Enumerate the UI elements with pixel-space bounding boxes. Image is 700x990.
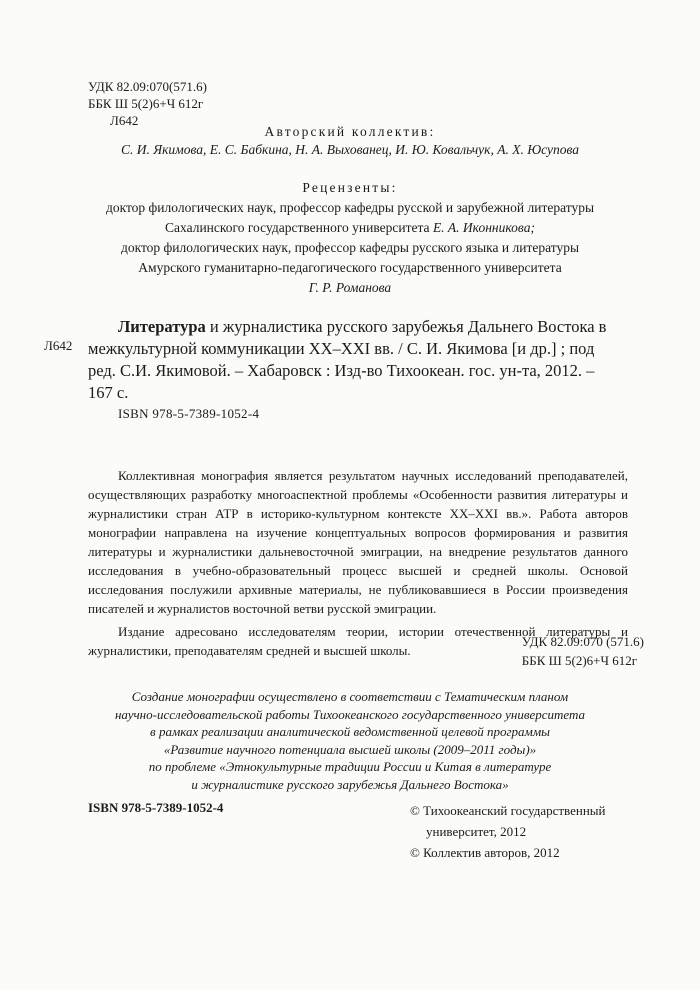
note-line: в рамках реализации аналитической ведомственной целевой программы [150, 724, 550, 739]
biblio-line: Литература и журналистика русского зарубежья Дальнего Востока в [118, 317, 607, 336]
note-line: по проблеме «Этнокультурные традиции России и Китая в литературе [148, 759, 552, 774]
classification-codes-right [522, 632, 644, 670]
reviewers-heading: Рецензенты: [302, 180, 398, 195]
bbk-code: ББК Ш 5(2)6+Ч 612г [521, 653, 638, 668]
biblio-title-bold: Литература [118, 317, 206, 336]
udk-code: УДК 82.09:070 (571.6) [521, 634, 644, 649]
reviewer-line: Амурского гуманитарно-педагогического государственного университета [138, 260, 562, 275]
copyright-line: © Тихоокеанский государственный [410, 803, 606, 818]
note-line: научно-исследовательской работы Тихоокеанского государственного университета [114, 706, 586, 722]
note-line: «Развитие научного потенциала высшей школы (2009–2011 годы)» [163, 741, 537, 757]
isbn-record: ISBN 978-5-7389-1052-4 [118, 406, 260, 421]
author-mark: Л642 [110, 113, 139, 128]
reviewer-line: доктор филологических наук, профессор кафедры русского языка и литературы [120, 240, 580, 255]
biblio-line: ред. С.И. Якимовой. – Хабаровск : Изд-во Тихоокеан. гос. ун-та, 2012. – [88, 361, 595, 380]
annotation-paragraph: Издание адресовано исследователям теории, истории отечественной литературы и журналистики, преподавателям средней и высшей школы. [88, 624, 628, 658]
bbk-code: ББК Ш 5(2)6+Ч 612г [88, 96, 204, 111]
annotation-paragraph: Коллективная монография является результатом научных исследований преподавателей, осуществляющих разработку многоаспектной проблемы «Особенности развития литературы и журналистики стран АТР в историко-культурном контексте XX–XXI вв.». Работа авторов монографии направлена на изучение концептуальных вопросов формирования и развития литературы и журналистики дальневосточной эмиграции, на внедрение результатов данного исследования в учебно-образовательный процесс высшей и средней школы. Основой исследования послужили архивные материалы, не публиковавшиеся в России произведения писателей и журналистов восточной ветви русской эмиграции. [88, 468, 628, 616]
authors-list: С. И. Якимова, Е. С. Бабкина, Н. А. Выхованец, И. Ю. Ковальчук, А. Х. Юсупова [120, 142, 580, 157]
udk-code: УДК 82.09:070(571.6) [88, 79, 207, 94]
funding-note [0, 688, 700, 793]
biblio-line: межкультурной коммуникации XX–XXI вв. / С. И. Якимова [и др.] ; под [88, 339, 595, 358]
annotation [88, 466, 628, 660]
biblio-line: 167 с. [88, 383, 129, 402]
classification-codes [88, 78, 207, 129]
bibliographic-record [88, 316, 648, 404]
reviewer-line: доктор филологических наук, профессор кафедры русской и зарубежной литературы [105, 200, 595, 215]
side-author-mark: Л642 [44, 338, 73, 353]
copyright-line: университет, 2012 [426, 824, 527, 839]
reviewers-block [0, 198, 700, 298]
reviewer-name: Г. Р. Романова [308, 280, 392, 295]
isbn-footer: ISBN 978-5-7389-1052-4 [88, 800, 224, 815]
reviewer-name: Е. А. Иконникова; [432, 220, 535, 235]
authors-heading: Авторский коллектив: [264, 124, 436, 139]
reviewer-line: Сахалинского государственного университета Е. А. Иконникова; [165, 220, 535, 235]
note-line: Создание монографии осуществлено в соответствии с Тематическим планом [131, 689, 569, 704]
note-line: и журналистике русского зарубежья Дальнего Востока» [191, 776, 509, 792]
copyright-line: © Коллектив авторов, 2012 [410, 845, 560, 860]
copyright-block [410, 800, 606, 863]
